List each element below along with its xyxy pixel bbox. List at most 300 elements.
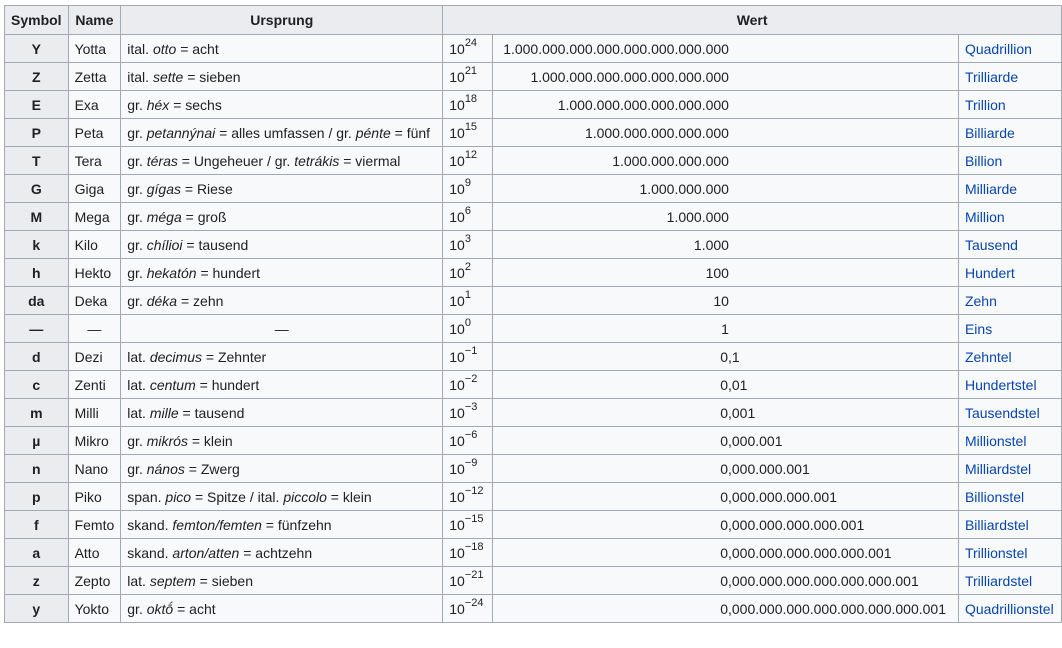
origin-text: = viermal (339, 152, 401, 169)
name-cell: Peta (68, 119, 121, 147)
decimal-value: 1.000.000 (666, 208, 729, 225)
name-cell: Atto (68, 539, 121, 567)
power-cell (443, 63, 493, 91)
header-name: Name (68, 6, 121, 35)
number-word-cell (958, 399, 1061, 427)
number-word-cell (958, 231, 1061, 259)
origin-text: ital. (127, 40, 153, 57)
origin-word: mille (149, 404, 179, 421)
origin-cell (121, 399, 443, 427)
origin-text: = sieben (195, 572, 253, 589)
name-cell: Kilo (68, 231, 121, 259)
power-cell (443, 315, 493, 343)
value-cell (493, 91, 959, 119)
power-cell (443, 259, 493, 287)
number-word-link[interactable]: Quadrillion (964, 40, 1032, 57)
origin-text: = sieben (183, 68, 241, 85)
name-cell: Femto (68, 511, 121, 539)
power-base: 10 (449, 208, 465, 225)
number-word-link[interactable]: Quadrillionstel (964, 600, 1054, 617)
power-cell (443, 539, 493, 567)
power-base: 10 (449, 432, 465, 449)
value-cell (493, 399, 959, 427)
value-cell (493, 595, 959, 623)
power-cell (443, 119, 493, 147)
origin-word: mikrós (146, 432, 188, 449)
power-cell (443, 343, 493, 371)
origin-text: ital. (127, 68, 153, 85)
origin-cell (121, 427, 443, 455)
table-body (5, 35, 1062, 623)
decimal-value: 0,01 (720, 376, 748, 393)
number-word-cell (958, 259, 1061, 287)
symbol-cell: f (5, 511, 69, 539)
origin-text: = acht (176, 40, 219, 57)
value-cell (493, 119, 959, 147)
value-cell (493, 343, 959, 371)
origin-word: septem (149, 572, 196, 589)
power-base: 10 (449, 404, 465, 421)
power-cell (443, 287, 493, 315)
value-cell (493, 455, 959, 483)
power-cell (443, 455, 493, 483)
table-row (5, 63, 1062, 91)
table-row (5, 287, 1062, 315)
number-word-link[interactable]: Eins (964, 320, 993, 337)
power-cell (443, 203, 493, 231)
number-word-link[interactable]: Hundert (964, 264, 1015, 281)
power-cell (443, 483, 493, 511)
number-word-link[interactable]: Million (964, 208, 1005, 225)
power-exponent: −24 (464, 596, 484, 609)
power-exponent: 12 (464, 148, 478, 161)
origin-text: gr. (127, 96, 147, 113)
origin-word: chílioi (146, 236, 183, 253)
table-row (5, 259, 1062, 287)
origin-text: = Ungeheuer / gr. (177, 152, 295, 169)
origin-text: = klein (187, 432, 233, 449)
name-cell: Hekto (68, 259, 121, 287)
power-exponent: 0 (464, 316, 471, 329)
origin-word: piccolo (283, 488, 327, 505)
decimal-value: 1.000.000.000.000.000 (584, 124, 729, 141)
origin-text: = Zehnter (201, 348, 267, 365)
power-exponent: −9 (464, 456, 478, 469)
value-cell (493, 539, 959, 567)
header-origin: Ursprung (121, 6, 443, 35)
value-cell (493, 511, 959, 539)
power-base: 10 (449, 40, 465, 57)
power-cell (443, 567, 493, 595)
number-word-cell (958, 539, 1061, 567)
name-cell: Deka (68, 287, 121, 315)
value-cell (493, 259, 959, 287)
number-word-link[interactable]: Tausend (964, 236, 1018, 253)
origin-text: — (274, 320, 289, 337)
origin-text: = alles umfassen / gr. (215, 124, 356, 141)
origin-text: = fünf (390, 124, 431, 141)
power-cell (443, 427, 493, 455)
power-base: 10 (449, 572, 465, 589)
symbol-cell: c (5, 371, 69, 399)
power-exponent: −18 (464, 540, 484, 553)
symbol-cell: — (5, 315, 69, 343)
symbol-cell: Z (5, 63, 69, 91)
origin-word: déka (146, 292, 178, 309)
table-row (5, 35, 1062, 63)
origin-word: sette (152, 68, 184, 85)
si-prefix-table (4, 5, 1062, 623)
origin-text: = groß (181, 208, 227, 225)
decimal-value: 100 (705, 264, 729, 281)
power-exponent: −1 (464, 344, 478, 357)
power-cell (443, 91, 493, 119)
origin-text: lat. (127, 376, 150, 393)
decimal-value: 0,001 (720, 404, 756, 421)
number-word-link[interactable]: Trilliardstel (964, 572, 1033, 589)
symbol-cell: G (5, 175, 69, 203)
number-word-cell (958, 35, 1061, 63)
table-row (5, 147, 1062, 175)
origin-cell (121, 455, 443, 483)
number-word-cell (958, 63, 1061, 91)
number-word-cell (958, 203, 1061, 231)
origin-cell (121, 539, 443, 567)
power-base: 10 (449, 292, 465, 309)
symbol-cell: da (5, 287, 69, 315)
power-cell (443, 399, 493, 427)
table-row (5, 511, 1062, 539)
number-word-link[interactable]: Zehn (964, 292, 997, 309)
value-cell (493, 147, 959, 175)
number-word-link[interactable]: Tausendstel (964, 404, 1040, 421)
value-cell (493, 315, 959, 343)
origin-text: gr. (127, 264, 147, 281)
table-row (5, 567, 1062, 595)
power-cell (443, 35, 493, 63)
header-row (5, 6, 1062, 35)
value-cell (493, 175, 959, 203)
origin-text: gr. (127, 460, 147, 477)
origin-text: span. (127, 488, 166, 505)
value-cell (493, 567, 959, 595)
origin-text: gr. (127, 432, 147, 449)
power-base: 10 (449, 348, 465, 365)
origin-text: lat. (127, 348, 150, 365)
number-word-cell (958, 595, 1061, 623)
power-cell (443, 147, 493, 175)
decimal-value: 0,000.000.000.001 (720, 488, 837, 505)
decimal-value: 0,000.000.000.000.000.000.000.001 (720, 600, 946, 617)
origin-text: = Riese (180, 180, 233, 197)
number-word-cell (958, 91, 1061, 119)
number-word-link[interactable]: Trilliarde (964, 68, 1019, 85)
value-cell (493, 203, 959, 231)
power-base: 10 (449, 180, 465, 197)
origin-cell (121, 567, 443, 595)
origin-cell (121, 259, 443, 287)
power-base: 10 (449, 600, 465, 617)
origin-text: = zehn (177, 292, 224, 309)
origin-cell (121, 147, 443, 175)
table-row (5, 455, 1062, 483)
origin-text: gr. (127, 236, 147, 253)
origin-cell (121, 483, 443, 511)
origin-cell (121, 203, 443, 231)
symbol-cell: z (5, 567, 69, 595)
name-cell: Mega (68, 203, 121, 231)
name-cell: Exa (68, 91, 121, 119)
table-row (5, 539, 1062, 567)
power-exponent: 1 (464, 288, 471, 301)
origin-text: gr. (127, 208, 147, 225)
origin-word: méga (146, 208, 182, 225)
number-word-link[interactable]: Zehntel (964, 348, 1012, 365)
power-cell (443, 231, 493, 259)
symbol-cell: a (5, 539, 69, 567)
number-word-cell (958, 119, 1061, 147)
origin-text: = acht (173, 600, 216, 617)
number-word-link[interactable]: Billionstel (964, 488, 1025, 505)
decimal-value: 0,000.001 (720, 432, 783, 449)
power-exponent: 2 (464, 260, 471, 273)
number-word-cell (958, 427, 1061, 455)
origin-text: = achtzehn (239, 544, 313, 561)
origin-cell (121, 315, 443, 343)
number-word-link[interactable]: Hundertstel (964, 376, 1037, 393)
power-base: 10 (449, 516, 465, 533)
header-symbol: Symbol (5, 6, 69, 35)
symbol-cell: T (5, 147, 69, 175)
decimal-value: 1.000.000.000 (639, 180, 729, 197)
symbol-cell: P (5, 119, 69, 147)
origin-text: skand. (127, 544, 173, 561)
power-base: 10 (449, 460, 465, 477)
decimal-value: 1 (721, 320, 729, 337)
symbol-cell: n (5, 455, 69, 483)
power-exponent: 6 (464, 204, 471, 217)
name-cell: Milli (68, 399, 121, 427)
power-exponent: 24 (464, 36, 478, 49)
power-base: 10 (449, 488, 465, 505)
number-word-link[interactable]: Billion (964, 152, 1003, 169)
power-cell (443, 175, 493, 203)
name-cell: — (68, 315, 121, 343)
origin-word: oktṓ (146, 600, 174, 617)
table-row (5, 483, 1062, 511)
number-word-cell (958, 147, 1061, 175)
name-cell: Zenti (68, 371, 121, 399)
power-base: 10 (449, 376, 465, 393)
value-cell (493, 427, 959, 455)
origin-cell (121, 119, 443, 147)
origin-text: gr. (127, 124, 147, 141)
origin-word: téras (146, 152, 178, 169)
table-row (5, 399, 1062, 427)
origin-word: arton/atten (172, 544, 240, 561)
table-row (5, 343, 1062, 371)
origin-cell (121, 371, 443, 399)
table-row (5, 119, 1062, 147)
origin-text: lat. (127, 404, 150, 421)
value-cell (493, 35, 959, 63)
value-cell (493, 483, 959, 511)
power-base: 10 (449, 236, 465, 253)
symbol-cell: k (5, 231, 69, 259)
origin-text: = klein (326, 488, 372, 505)
name-cell: Yotta (68, 35, 121, 63)
power-base: 10 (449, 152, 465, 169)
origin-word: centum (149, 376, 196, 393)
origin-word: nános (146, 460, 185, 477)
name-cell: Mikro (68, 427, 121, 455)
decimal-value: 1.000.000.000.000.000.000.000.000 (503, 40, 729, 57)
power-base: 10 (449, 264, 465, 281)
symbol-cell: E (5, 91, 69, 119)
number-word-cell (958, 567, 1061, 595)
name-cell: Dezi (68, 343, 121, 371)
table-row (5, 315, 1062, 343)
decimal-value: 0,000.000.000.000.001 (720, 516, 865, 533)
origin-text: = hundert (195, 376, 260, 393)
number-word-link[interactable]: Millionstel (964, 432, 1027, 449)
power-base: 10 (449, 544, 465, 561)
table-row (5, 231, 1062, 259)
table-row (5, 203, 1062, 231)
origin-cell (121, 343, 443, 371)
origin-text: gr. (127, 600, 147, 617)
origin-word: pico (165, 488, 192, 505)
symbol-cell: µ (5, 427, 69, 455)
power-exponent: −21 (464, 568, 484, 581)
origin-cell (121, 63, 443, 91)
origin-text: = tausend (182, 236, 249, 253)
symbol-cell: y (5, 595, 69, 623)
power-exponent: 3 (464, 232, 471, 245)
table-row (5, 175, 1062, 203)
origin-word: petannýnai (146, 124, 216, 141)
number-word-link[interactable]: Milliardstel (964, 460, 1032, 477)
decimal-value: 0,000.000.001 (720, 460, 810, 477)
power-exponent: 9 (464, 176, 471, 189)
decimal-value: 0,000.000.000.000.000.001 (720, 544, 892, 561)
table-row (5, 91, 1062, 119)
origin-cell (121, 231, 443, 259)
origin-text: = sechs (169, 96, 222, 113)
number-word-cell (958, 483, 1061, 511)
origin-word: pénte (355, 124, 391, 141)
origin-word: hekatón (146, 264, 197, 281)
origin-text: gr. (127, 152, 147, 169)
origin-word: héx (146, 96, 170, 113)
origin-cell (121, 595, 443, 623)
name-cell: Tera (68, 147, 121, 175)
origin-cell (121, 175, 443, 203)
power-base: 10 (449, 68, 465, 85)
number-word-link[interactable]: Trillionstel (964, 544, 1028, 561)
number-word-link[interactable]: Trillion (964, 96, 1006, 113)
symbol-cell: p (5, 483, 69, 511)
decimal-value: 0,1 (720, 348, 740, 365)
symbol-cell: M (5, 203, 69, 231)
power-exponent: −6 (464, 428, 478, 441)
table-row (5, 595, 1062, 623)
origin-cell (121, 91, 443, 119)
origin-text: lat. (127, 572, 150, 589)
power-exponent: −15 (464, 512, 484, 525)
power-exponent: 15 (464, 120, 478, 133)
power-exponent: −12 (464, 484, 484, 497)
name-cell: Zepto (68, 567, 121, 595)
origin-word: tetrákis (294, 152, 340, 169)
power-cell (443, 371, 493, 399)
number-word-link[interactable]: Billiarde (964, 124, 1015, 141)
origin-word: femton/femten (172, 516, 262, 533)
decimal-value: 1.000.000.000.000.000.000.000 (530, 68, 729, 85)
number-word-cell (958, 175, 1061, 203)
origin-cell (121, 287, 443, 315)
power-base: 10 (449, 320, 465, 337)
power-exponent: 18 (464, 92, 478, 105)
number-word-cell (958, 343, 1061, 371)
power-base: 10 (449, 96, 465, 113)
value-cell (493, 63, 959, 91)
symbol-cell: h (5, 259, 69, 287)
symbol-cell: Y (5, 35, 69, 63)
symbol-cell: d (5, 343, 69, 371)
name-cell: Piko (68, 483, 121, 511)
number-word-cell (958, 371, 1061, 399)
origin-text: = tausend (178, 404, 245, 421)
decimal-value: 1.000 (693, 236, 729, 253)
decimal-value: 1.000.000.000.000.000.000 (557, 96, 729, 113)
table-row (5, 371, 1062, 399)
table-row (5, 427, 1062, 455)
origin-word: decimus (149, 348, 202, 365)
origin-word: otto (152, 40, 177, 57)
value-cell (493, 371, 959, 399)
origin-text: gr. (127, 180, 147, 197)
number-word-cell (958, 511, 1061, 539)
decimal-value: 10 (713, 292, 729, 309)
origin-text: = hundert (196, 264, 260, 281)
origin-cell (121, 511, 443, 539)
power-exponent: 21 (464, 64, 478, 77)
decimal-value: 0,000.000.000.000.000.000.001 (720, 572, 919, 589)
number-word-link[interactable]: Billiardstel (964, 516, 1029, 533)
number-word-cell (958, 455, 1061, 483)
header-value: Wert (443, 6, 1062, 35)
name-cell: Yokto (68, 595, 121, 623)
number-word-cell (958, 287, 1061, 315)
name-cell: Giga (68, 175, 121, 203)
power-cell (443, 511, 493, 539)
origin-text: = Zwerg (184, 460, 240, 477)
origin-text: = fünfzehn (261, 516, 332, 533)
power-exponent: −2 (464, 372, 478, 385)
origin-text: skand. (127, 516, 173, 533)
origin-text: = Spitze / ital. (191, 488, 284, 505)
power-exponent: −3 (464, 400, 478, 413)
power-base: 10 (449, 124, 465, 141)
name-cell: Zetta (68, 63, 121, 91)
symbol-cell: m (5, 399, 69, 427)
value-cell (493, 231, 959, 259)
origin-text: gr. (127, 292, 147, 309)
decimal-value: 1.000.000.000.000 (612, 152, 729, 169)
number-word-link[interactable]: Milliarde (964, 180, 1018, 197)
power-cell (443, 595, 493, 623)
